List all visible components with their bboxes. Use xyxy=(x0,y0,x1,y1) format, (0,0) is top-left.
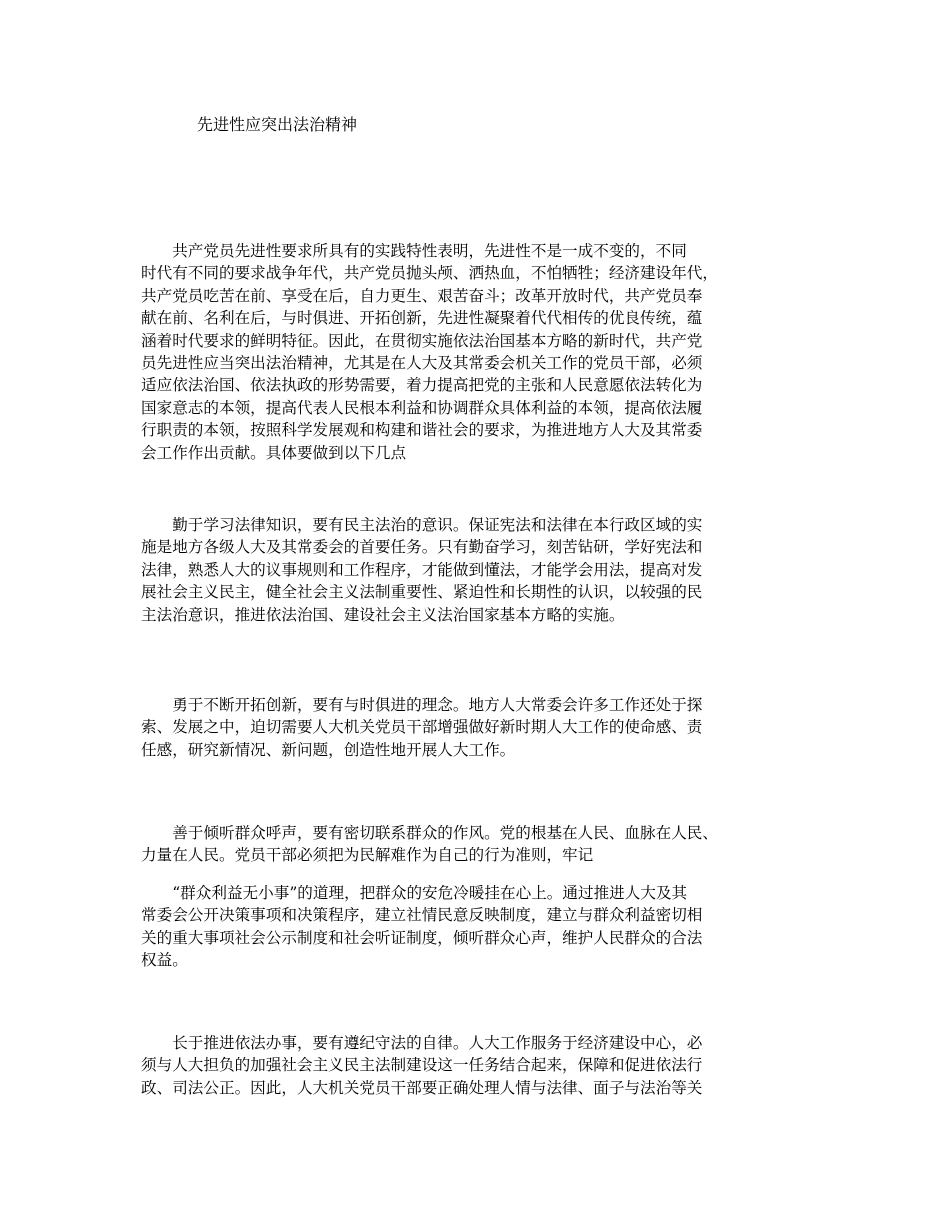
paragraph-line: 法律，熟悉人大的议事规则和工作程序，才能做到懂法，才能学会用法，提高对发 xyxy=(141,560,703,579)
paragraph-innovation xyxy=(141,694,825,761)
paragraph-intro xyxy=(141,240,825,464)
paragraph-line: 适应依法治国、依法执政的形势需要，着力提高把党的主张和人民意愿依法转化为 xyxy=(141,376,703,395)
paragraph-line: 须与人大担负的加强社会主义民主法制建设这一任务结合起来，保障和促进依法行 xyxy=(141,1056,703,1075)
paragraph-line: 展社会主义民主，健全社会主义法制重要性、紧迫性和长期性的认识，以较强的民 xyxy=(141,583,703,602)
paragraph-line: 员先进性应当突出法治精神，尤其是在人大及其常委会机关工作的党员干部，必须 xyxy=(141,353,703,372)
paragraph-line: 关的重大事项社会公示制度和社会听证制度，倾听群众心声，维护人民群众的合法 xyxy=(141,928,703,947)
paragraph-line: 长于推进依法办事，要有遵纪守法的自律。人大工作服务于经济建设中心，必 xyxy=(141,1034,703,1052)
paragraph-masses-interest xyxy=(141,882,825,972)
paragraph-line: 施是地方各级人大及其常委会的首要任务。只有勤奋学习，刻苦钻研，学好宪法和 xyxy=(141,538,703,557)
paragraph-line: 会工作作出贡献。具体要做到以下几点 xyxy=(141,443,407,462)
paragraph-listen-masses xyxy=(141,822,825,867)
paragraph-line: 国家意志的本领，提高代表人民根本利益和协调群众具体利益的本领，提高依法履 xyxy=(141,398,703,417)
paragraph-line: 任感，研究新情况、新问题，创造性地开展人大工作。 xyxy=(141,740,516,759)
paragraph-line: 索、发展之中，迫切需要人大机关党员干部增强做好新时期人大工作的使命感、责 xyxy=(141,718,703,737)
paragraph-line: 力量在人民。党员干部必须把为民解难作为自己的行为准则，牢记 xyxy=(141,846,594,865)
paragraph-line: 涵着时代要求的鲜明特征。因此，在贯彻实施依法治国基本方略的新时代，共产党 xyxy=(141,331,703,350)
paragraph-line: 共产党员吃苦在前、享受在后，自力更生、艰苦奋斗；改革开放时代，共产党员奉 xyxy=(141,286,703,305)
paragraph-line: 权益。 xyxy=(141,951,188,970)
document-title: 先进性应突出法治精神 xyxy=(197,115,358,134)
paragraph-line: 勇于不断开拓创新，要有与时俱进的理念。地方人大常委会许多工作还处于探 xyxy=(141,696,703,714)
paragraph-line: 时代有不同的要求战争年代，共产党员抛头颅、洒热血，不怕牺牲；经济建设年代， xyxy=(141,264,718,283)
paragraph-line: 主法治意识，推进依法治国、建设社会主义法治国家基本方略的实施。 xyxy=(141,605,625,624)
paragraph-line: “群众利益无小事”的道理，把群众的安危冷暖挂在心上。通过推进人大及其 xyxy=(141,884,688,902)
paragraph-line: 献在前、名利在后，与时俱进、开拓创新，先进性凝聚着代代相传的优良传统，蕴 xyxy=(141,309,703,328)
paragraph-line: 行职责的本领，按照科学发展观和构建和谐社会的要求，为推进地方人大及其常委 xyxy=(141,421,703,440)
paragraph-study-law xyxy=(141,514,825,626)
paragraph-line: 常委会公开决策事项和决策程序，建立社情民意反映制度，建立与群众利益密切相 xyxy=(141,906,703,925)
paragraph-line: 共产党员先进性要求所具有的实践特性表明，先进性不是一成不变的，不同 xyxy=(141,242,687,260)
paragraph-line: 勤于学习法律知识，要有民主法治的意识。保证宪法和法律在本行政区域的实 xyxy=(141,516,703,534)
paragraph-line: 善于倾听群众呼声，要有密切联系群众的作风。党的根基在人民、血脉在人民、 xyxy=(141,824,718,842)
paragraph-rule-of-law xyxy=(141,1032,825,1099)
paragraph-line: 政、司法公正。因此，人大机关党员干部要正确处理人情与法律、面子与法治等关 xyxy=(141,1078,703,1097)
